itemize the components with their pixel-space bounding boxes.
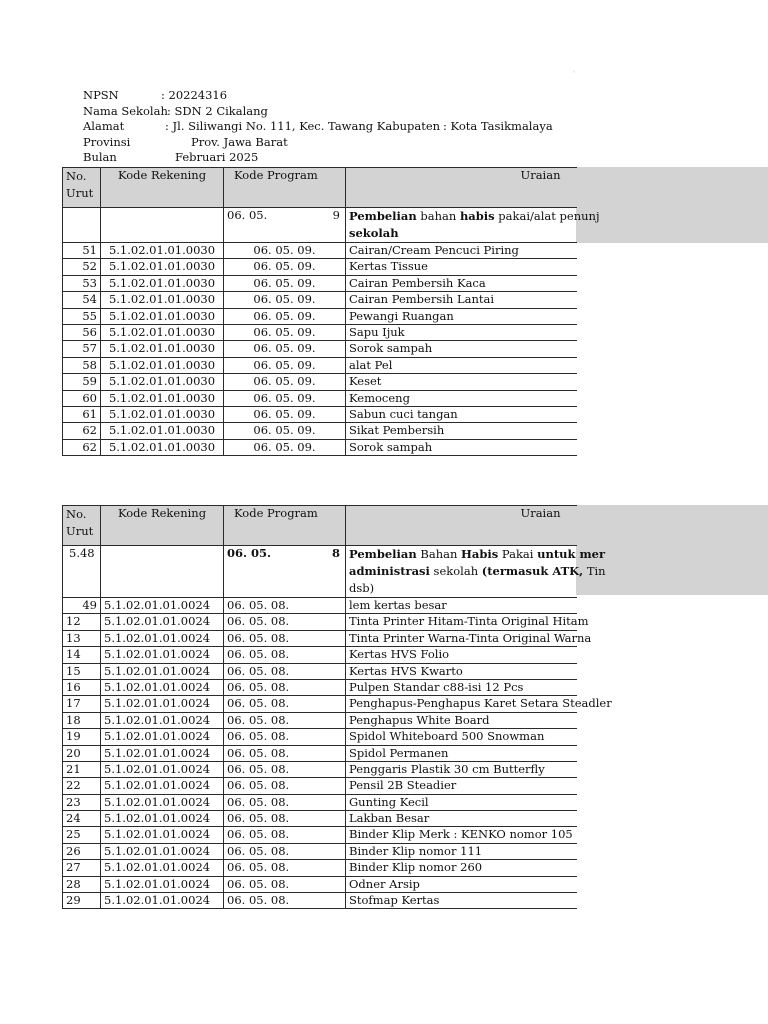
row-no: 13 (63, 630, 101, 646)
table-row (63, 860, 577, 876)
row-kode-program: 06. 05. 09. (224, 439, 346, 455)
row-kode-program: 06. 05. 08. (224, 598, 346, 614)
table-row (63, 647, 577, 663)
group-program-a: 06. 05. (227, 546, 272, 560)
table-row (63, 259, 577, 275)
row-kode-rekening: 5.1.02.01.01.0024 (101, 761, 224, 777)
row-kode-rekening: 5.1.02.01.01.0024 (101, 598, 224, 614)
table-row (63, 679, 577, 695)
table-row (63, 243, 577, 259)
province-label: Provinsi (83, 134, 131, 149)
row-no: 55 (63, 308, 101, 324)
row-kode-program: 06. 05. 08. (224, 876, 346, 892)
row-uraian: Kertas HVS Kwarto (346, 663, 577, 679)
col-kode-rekening: Kode Rekening (101, 168, 224, 208)
group-description: Pembelian Bahan Habis Pakai untuk mer administrasi sekolah (termasuk ATK, Tin dsb) (346, 546, 577, 598)
row-uraian: Sikat Pembersih (346, 423, 577, 439)
row-uraian: Sabun cuci tangan (346, 406, 577, 422)
table-row (63, 275, 577, 291)
table-row (63, 324, 577, 340)
header-band-1 (576, 167, 768, 243)
table-row (63, 876, 577, 892)
month-label: Bulan (83, 150, 117, 164)
row-kode-rekening: 5.1.02.01.01.0030 (101, 439, 224, 455)
table-cleaning-supplies (62, 167, 600, 456)
table-header (63, 506, 577, 546)
row-no: 54 (63, 292, 101, 308)
row-no: 26 (63, 843, 101, 859)
row-uraian: Cairan Pembersih Kaca (346, 275, 577, 291)
row-uraian: Tinta Printer Warna-Tinta Original Warna (346, 630, 577, 646)
row-kode-program: 06. 05. 09. (224, 259, 346, 275)
row-no: 16 (63, 679, 101, 695)
row-kode-program: 06. 05. 09. (224, 406, 346, 422)
row-uraian: Pulpen Standar c88-isi 12 Pcs (346, 679, 577, 695)
table-row (63, 406, 577, 422)
table-row (63, 827, 577, 843)
province-value: Prov. Jawa Barat (191, 134, 288, 149)
address-value: : Jl. Siliwangi No. 111, Kec. Tawang Kabupaten (165, 119, 441, 133)
row-kode-rekening: 5.1.02.01.01.0024 (101, 811, 224, 827)
table-row (63, 761, 577, 777)
row-no: 60 (63, 390, 101, 406)
row-kode-rekening: 5.1.02.01.01.0024 (101, 860, 224, 876)
row-kode-rekening: 5.1.02.01.01.0024 (101, 745, 224, 761)
row-kode-program: 06. 05. 09. (224, 275, 346, 291)
row-no: 14 (63, 647, 101, 663)
row-uraian: Sorok sampah (346, 439, 577, 455)
row-no: 23 (63, 794, 101, 810)
row-uraian: Penggaris Plastik 30 cm Butterfly (346, 761, 577, 777)
row-uraian: Keset (346, 374, 577, 390)
row-uraian: Kemoceng (346, 390, 577, 406)
address-label: Alamat (83, 119, 125, 133)
table-row (63, 374, 577, 390)
table-header (63, 168, 577, 208)
table-row (63, 341, 577, 357)
school-label: Nama Sekolah (83, 103, 168, 118)
row-kode-rekening: 5.1.02.01.01.0024 (101, 679, 224, 695)
row-kode-program: 06. 05. 09. (224, 341, 346, 357)
row-kode-program: 06. 05. 09. (224, 374, 346, 390)
col-no-urut: No. Urut (63, 168, 101, 208)
row-uraian: lem kertas besar (346, 598, 577, 614)
group-program-a: 06. 05. (227, 208, 268, 222)
col-no-urut: No. Urut (63, 506, 101, 546)
row-no: 28 (63, 876, 101, 892)
row-kode-program: 06. 05. 08. (224, 827, 346, 843)
row-no: 58 (63, 357, 101, 373)
row-uraian: alat Pel (346, 357, 577, 373)
row-kode-rekening: 5.1.02.01.01.0024 (101, 827, 224, 843)
row-uraian: Sapu Ijuk (346, 324, 577, 340)
group-row (63, 208, 577, 243)
row-no: 49 (63, 598, 101, 614)
row-kode-program: 06. 05. 08. (224, 614, 346, 630)
row-kode-program: 06. 05. 09. (224, 324, 346, 340)
row-no: 59 (63, 374, 101, 390)
row-kode-rekening: 5.1.02.01.01.0030 (101, 308, 224, 324)
table-row (63, 811, 577, 827)
row-no: 22 (63, 778, 101, 794)
row-uraian: Pewangi Ruangan (346, 308, 577, 324)
table-row (63, 663, 577, 679)
row-kode-program: 06. 05. 08. (224, 794, 346, 810)
row-no: 25 (63, 827, 101, 843)
row-no: 62 (63, 439, 101, 455)
row-kode-program: 06. 05. 08. (224, 860, 346, 876)
row-kode-program: 06. 05. 08. (224, 712, 346, 728)
table-row (63, 614, 577, 630)
row-kode-rekening: 5.1.02.01.01.0030 (101, 292, 224, 308)
table-row (63, 778, 577, 794)
table-row (63, 598, 577, 614)
row-kode-rekening: 5.1.02.01.01.0024 (101, 729, 224, 745)
row-no: 21 (63, 761, 101, 777)
row-kode-rekening: 5.1.02.01.01.0024 (101, 614, 224, 630)
row-uraian: Spidol Permanen (346, 745, 577, 761)
row-kode-rekening: 5.1.02.01.01.0030 (101, 259, 224, 275)
row-kode-program: 06. 05. 08. (224, 778, 346, 794)
table-row (63, 292, 577, 308)
row-uraian: Odner Arsip (346, 876, 577, 892)
city-value: : Kota Tasikmalaya (443, 119, 553, 133)
row-kode-rekening: 5.1.02.01.01.0030 (101, 423, 224, 439)
col-uraian: Uraian (346, 168, 577, 208)
row-kode-program: 06. 05. 08. (224, 679, 346, 695)
row-no: 20 (63, 745, 101, 761)
group-program-b: 9 (332, 208, 340, 222)
row-uraian: Cairan/Cream Pencuci Piring (346, 243, 577, 259)
row-kode-rekening: 5.1.02.01.01.0030 (101, 406, 224, 422)
row-uraian: Binder Klip nomor 111 (346, 843, 577, 859)
row-no: 62 (63, 423, 101, 439)
table-row (63, 794, 577, 810)
row-uraian: Kertas Tissue (346, 259, 577, 275)
table-row (63, 843, 577, 859)
row-kode-program: 06. 05. 09. (224, 308, 346, 324)
row-kode-program: 06. 05. 08. (224, 893, 346, 909)
month-value: Februari 2025 (175, 150, 259, 164)
row-kode-program: 06. 05. 09. (224, 357, 346, 373)
row-uraian: Kertas HVS Folio (346, 647, 577, 663)
row-kode-rekening: 5.1.02.01.01.0024 (101, 712, 224, 728)
row-kode-rekening: 5.1.02.01.01.0024 (101, 647, 224, 663)
row-kode-rekening: 5.1.02.01.01.0024 (101, 794, 224, 810)
row-kode-rekening: 5.1.02.01.01.0024 (101, 630, 224, 646)
row-kode-rekening: 5.1.02.01.01.0024 (101, 893, 224, 909)
row-uraian: Binder Klip Merk : KENKO nomor 105 (346, 827, 577, 843)
row-uraian: Penghapus White Board (346, 712, 577, 728)
table-row (63, 893, 577, 909)
row-no: 18 (63, 712, 101, 728)
npsn-label: NPSN (83, 88, 119, 102)
row-no: 51 (63, 243, 101, 259)
table-row (63, 423, 577, 439)
table-row (63, 308, 577, 324)
row-kode-rekening: 5.1.02.01.01.0030 (101, 341, 224, 357)
row-kode-rekening: 5.1.02.01.01.0030 (101, 243, 224, 259)
row-kode-rekening: 5.1.02.01.01.0024 (101, 696, 224, 712)
table-row (63, 630, 577, 646)
row-kode-program: 06. 05. 08. (224, 729, 346, 745)
table-row (63, 712, 577, 728)
table-row (63, 696, 577, 712)
row-uraian: Spidol Whiteboard 500 Snowman (346, 729, 577, 745)
row-kode-program: 06. 05. 09. (224, 243, 346, 259)
row-kode-program: 06. 05. 08. (224, 811, 346, 827)
row-kode-rekening: 5.1.02.01.01.0030 (101, 390, 224, 406)
row-uraian: Pensil 2B Steadier (346, 778, 577, 794)
row-no: 53 (63, 275, 101, 291)
row-uraian: Gunting Kecil (346, 794, 577, 810)
table-row (63, 357, 577, 373)
row-kode-rekening: 5.1.02.01.01.0030 (101, 324, 224, 340)
row-kode-rekening: 5.1.02.01.01.0024 (101, 663, 224, 679)
group-program-b: 8 (331, 546, 340, 560)
row-uraian: Penghapus-Penghapus Karet Setara Steadler (346, 696, 577, 712)
row-kode-program: 06. 05. 08. (224, 630, 346, 646)
row-no: 61 (63, 406, 101, 422)
col-uraian: Uraian (346, 506, 577, 546)
row-kode-program: 06. 05. 09. (224, 292, 346, 308)
row-kode-program: 06. 05. 08. (224, 696, 346, 712)
row-uraian: Lakban Besar (346, 811, 577, 827)
row-kode-program: 06. 05. 09. (224, 390, 346, 406)
row-no: 57 (63, 341, 101, 357)
stray-mark: ' (573, 70, 575, 78)
row-no: 15 (63, 663, 101, 679)
npsn-value: : 20224316 (161, 88, 228, 102)
row-no: 27 (63, 860, 101, 876)
row-uraian: Stofmap Kertas (346, 893, 577, 909)
row-uraian: Cairan Pembersih Lantai (346, 292, 577, 308)
col-kode-program: Kode Program (224, 506, 346, 546)
table-row (63, 745, 577, 761)
row-kode-rekening: 5.1.02.01.01.0030 (101, 374, 224, 390)
row-kode-program: 06. 05. 08. (224, 761, 346, 777)
row-kode-program: 06. 05. 08. (224, 663, 346, 679)
row-kode-rekening: 5.1.02.01.01.0024 (101, 843, 224, 859)
row-uraian: Tinta Printer Hitam-Tinta Original Hitam (346, 614, 577, 630)
row-uraian: Sorok sampah (346, 341, 577, 357)
row-kode-rekening: 5.1.02.01.01.0024 (101, 876, 224, 892)
row-no: 17 (63, 696, 101, 712)
row-no: 12 (63, 614, 101, 630)
row-kode-rekening: 5.1.02.01.01.0024 (101, 778, 224, 794)
group-row (63, 546, 577, 598)
col-kode-program: Kode Program (224, 168, 346, 208)
row-no: 29 (63, 893, 101, 909)
group-description: Pembelian bahan habis pakai/alat penunj sekolah (346, 208, 577, 243)
table-office-supplies (62, 505, 612, 909)
table-row (63, 439, 577, 455)
school-value: : SDN 2 Cikalang (167, 103, 268, 118)
row-kode-rekening: 5.1.02.01.01.0030 (101, 275, 224, 291)
row-uraian: Binder Klip nomor 260 (346, 860, 577, 876)
group-no: 5.48 (63, 546, 101, 598)
row-no: 19 (63, 729, 101, 745)
row-no: 52 (63, 259, 101, 275)
row-kode-program: 06. 05. 09. (224, 423, 346, 439)
row-kode-rekening: 5.1.02.01.01.0030 (101, 357, 224, 373)
row-no: 24 (63, 811, 101, 827)
row-no: 56 (63, 324, 101, 340)
row-kode-program: 06. 05. 08. (224, 843, 346, 859)
row-kode-program: 06. 05. 08. (224, 745, 346, 761)
table-row (63, 729, 577, 745)
col-kode-rekening: Kode Rekening (101, 506, 224, 546)
table-row (63, 390, 577, 406)
row-kode-program: 06. 05. 08. (224, 647, 346, 663)
